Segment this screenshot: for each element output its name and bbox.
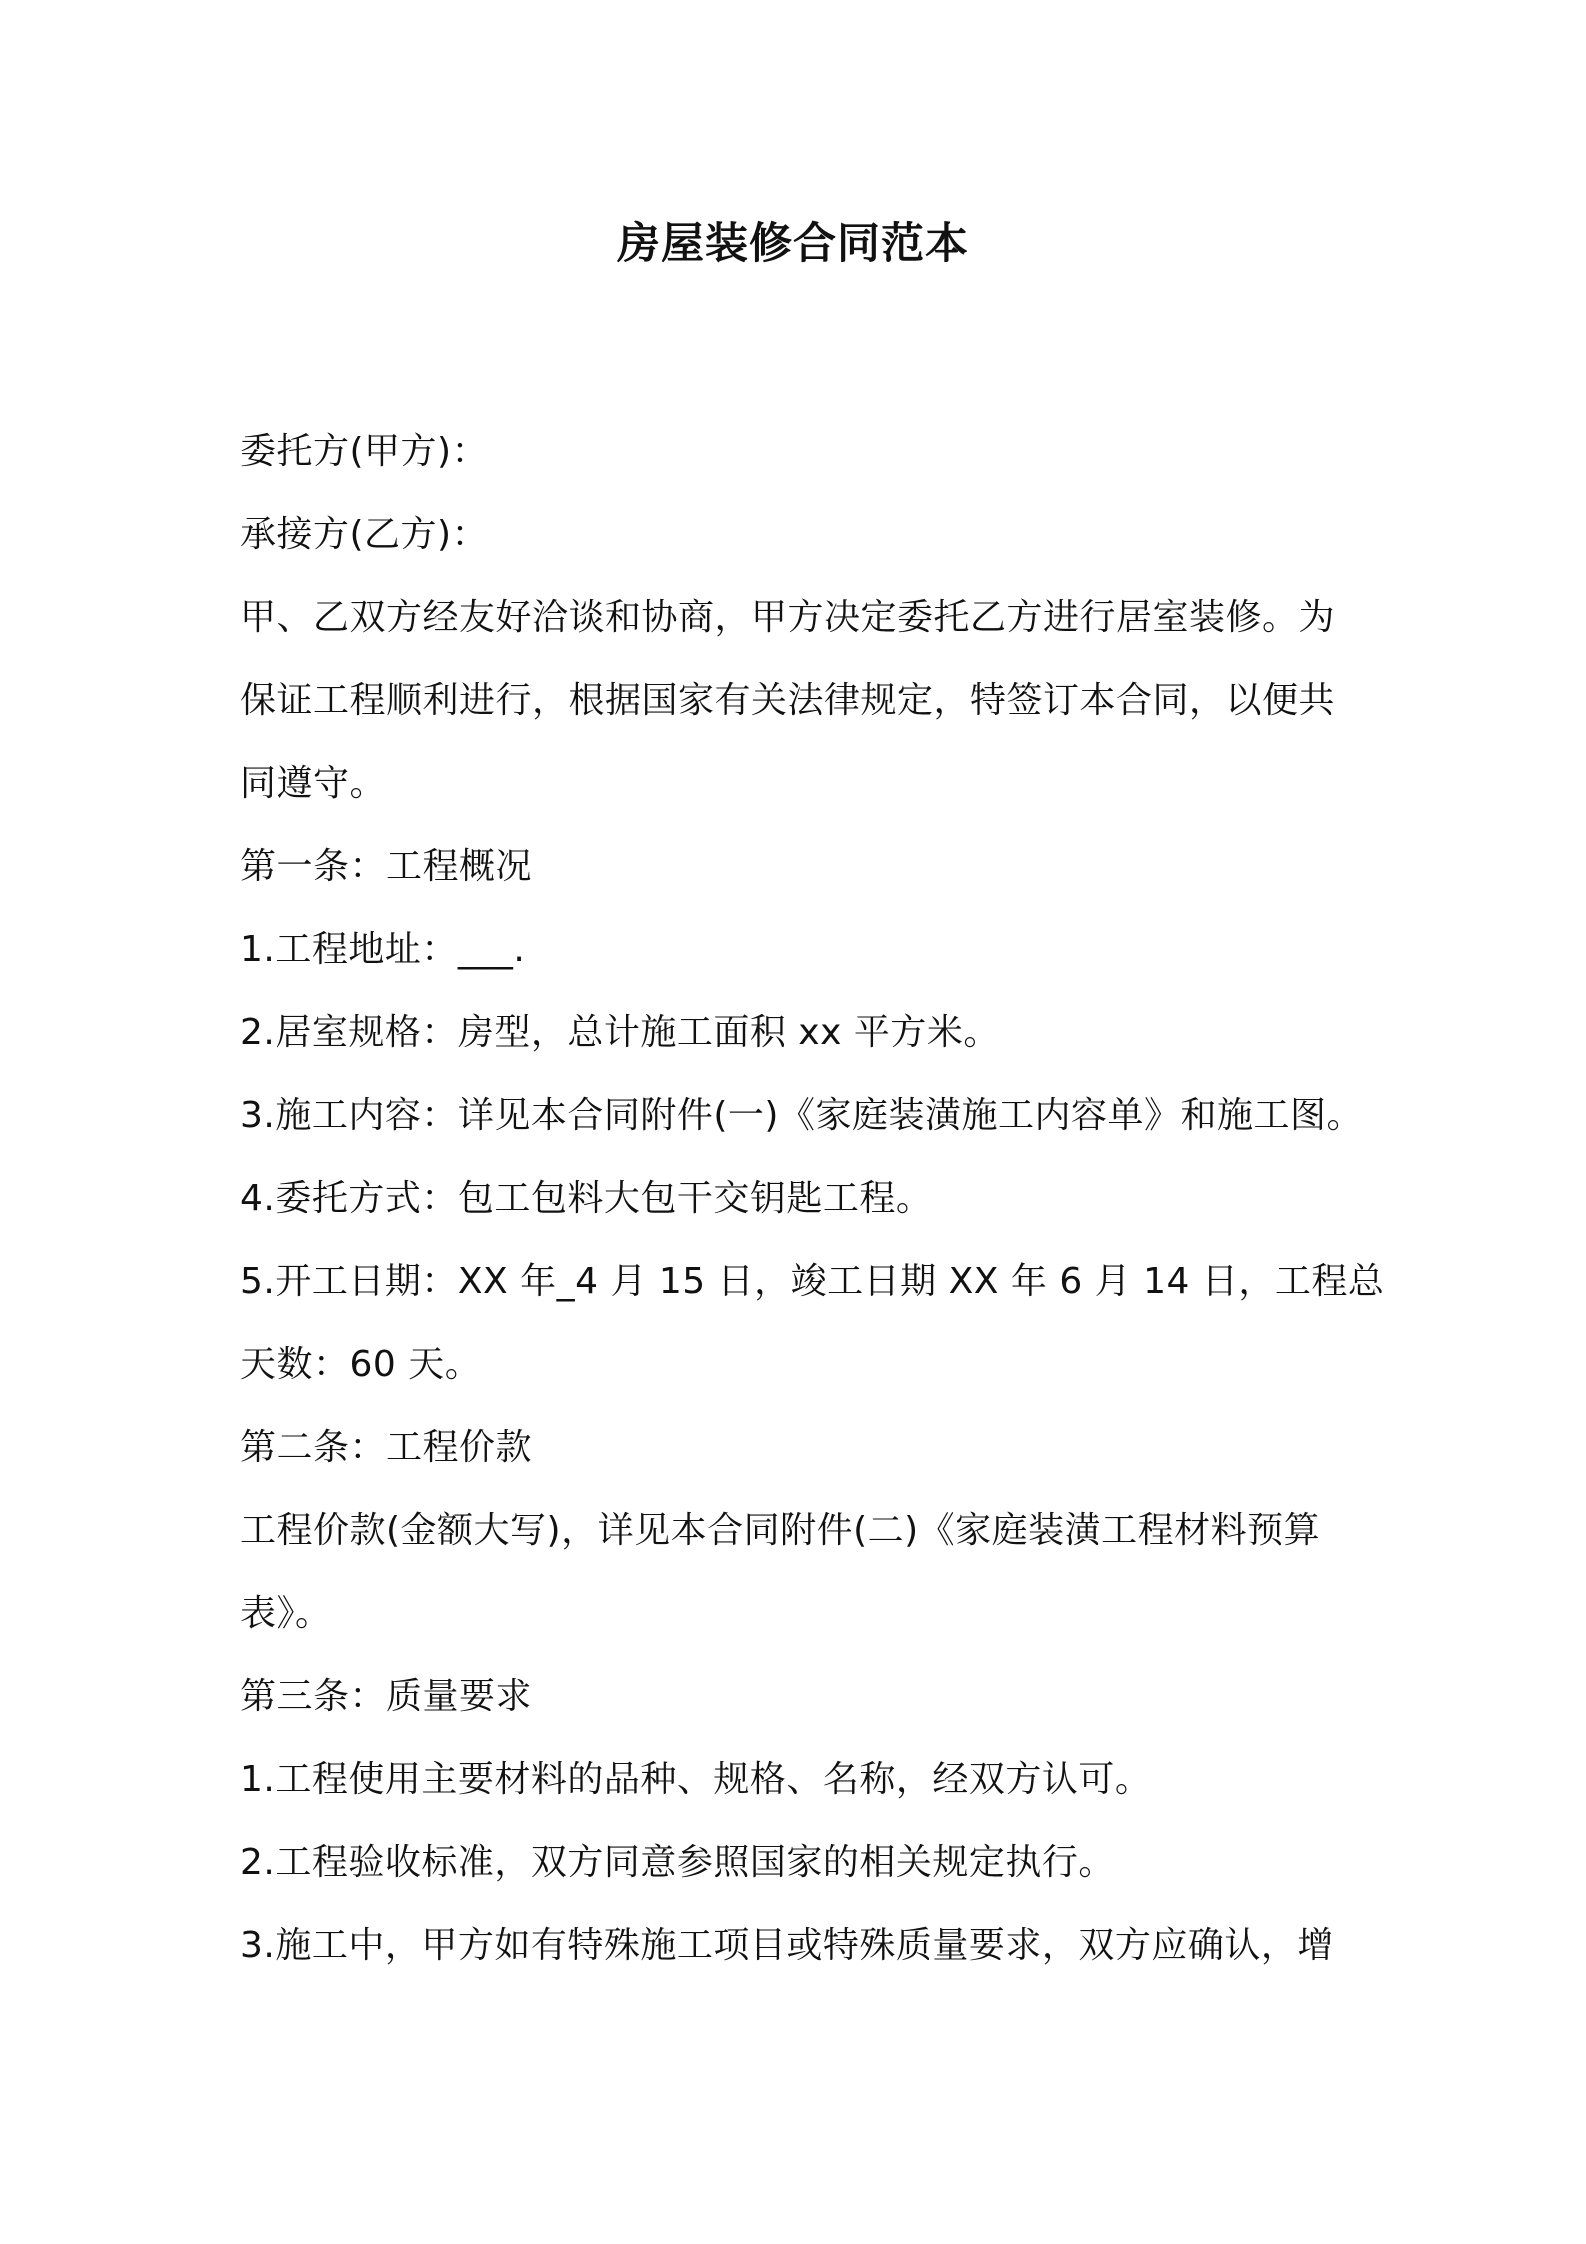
article-3-item-1: 1.工程使用主要材料的品种、规格、名称，经双方认可。 — [240, 1759, 1152, 1800]
article-3-item-3: 3.施工中，甲方如有特殊施工项目或特殊质量要求，双方应确认，增 — [240, 1925, 1334, 1966]
article-1-item-1: 1.工程地址：___. — [240, 929, 526, 970]
party-b-line: 承接方(乙方)： — [240, 514, 489, 555]
preamble-line-1: 甲、乙双方经友好洽谈和协商，甲方决定委托乙方进行居室装修。为 — [240, 597, 1336, 638]
article-2-text-line-2: 表》。 — [240, 1593, 332, 1634]
preamble-line-3: 同遵守。 — [240, 763, 387, 804]
article-2-heading: 第二条：工程价款 — [240, 1427, 533, 1468]
article-3-heading: 第三条：质量要求 — [240, 1676, 533, 1717]
preamble-line-2: 保证工程顺利进行，根据国家有关法律规定，特签订本合同，以便共 — [240, 680, 1336, 721]
article-1-heading: 第一条：工程概况 — [240, 846, 533, 887]
article-1-item-5-line-1: 5.开工日期：XX 年_4 月 15 日，竣工日期 XX 年 6 月 14 日，工程总 — [240, 1261, 1385, 1302]
party-a-line: 委托方(甲方)： — [240, 431, 489, 472]
article-2-text-line-1: 工程价款(金额大写)，详见本合同附件(二)《家庭装潢工程材料预算 — [240, 1510, 1321, 1551]
article-1-item-3: 3.施工内容：详见本合同附件(一)《家庭装潢施工内容单》和施工图。 — [240, 1095, 1363, 1136]
document-body — [240, 410, 1385, 1987]
article-1-item-5-line-2: 天数：60 天。 — [240, 1344, 482, 1385]
article-1-item-4: 4.委托方式：包工包料大包干交钥匙工程。 — [240, 1178, 933, 1219]
article-3-item-2: 2.工程验收标准，双方同意参照国家的相关规定执行。 — [240, 1842, 1115, 1883]
article-1-item-2: 2.居室规格：房型，总计施工面积 xx 平方米。 — [240, 1012, 1000, 1053]
document-title: 房屋装修合同范本 — [617, 219, 969, 269]
